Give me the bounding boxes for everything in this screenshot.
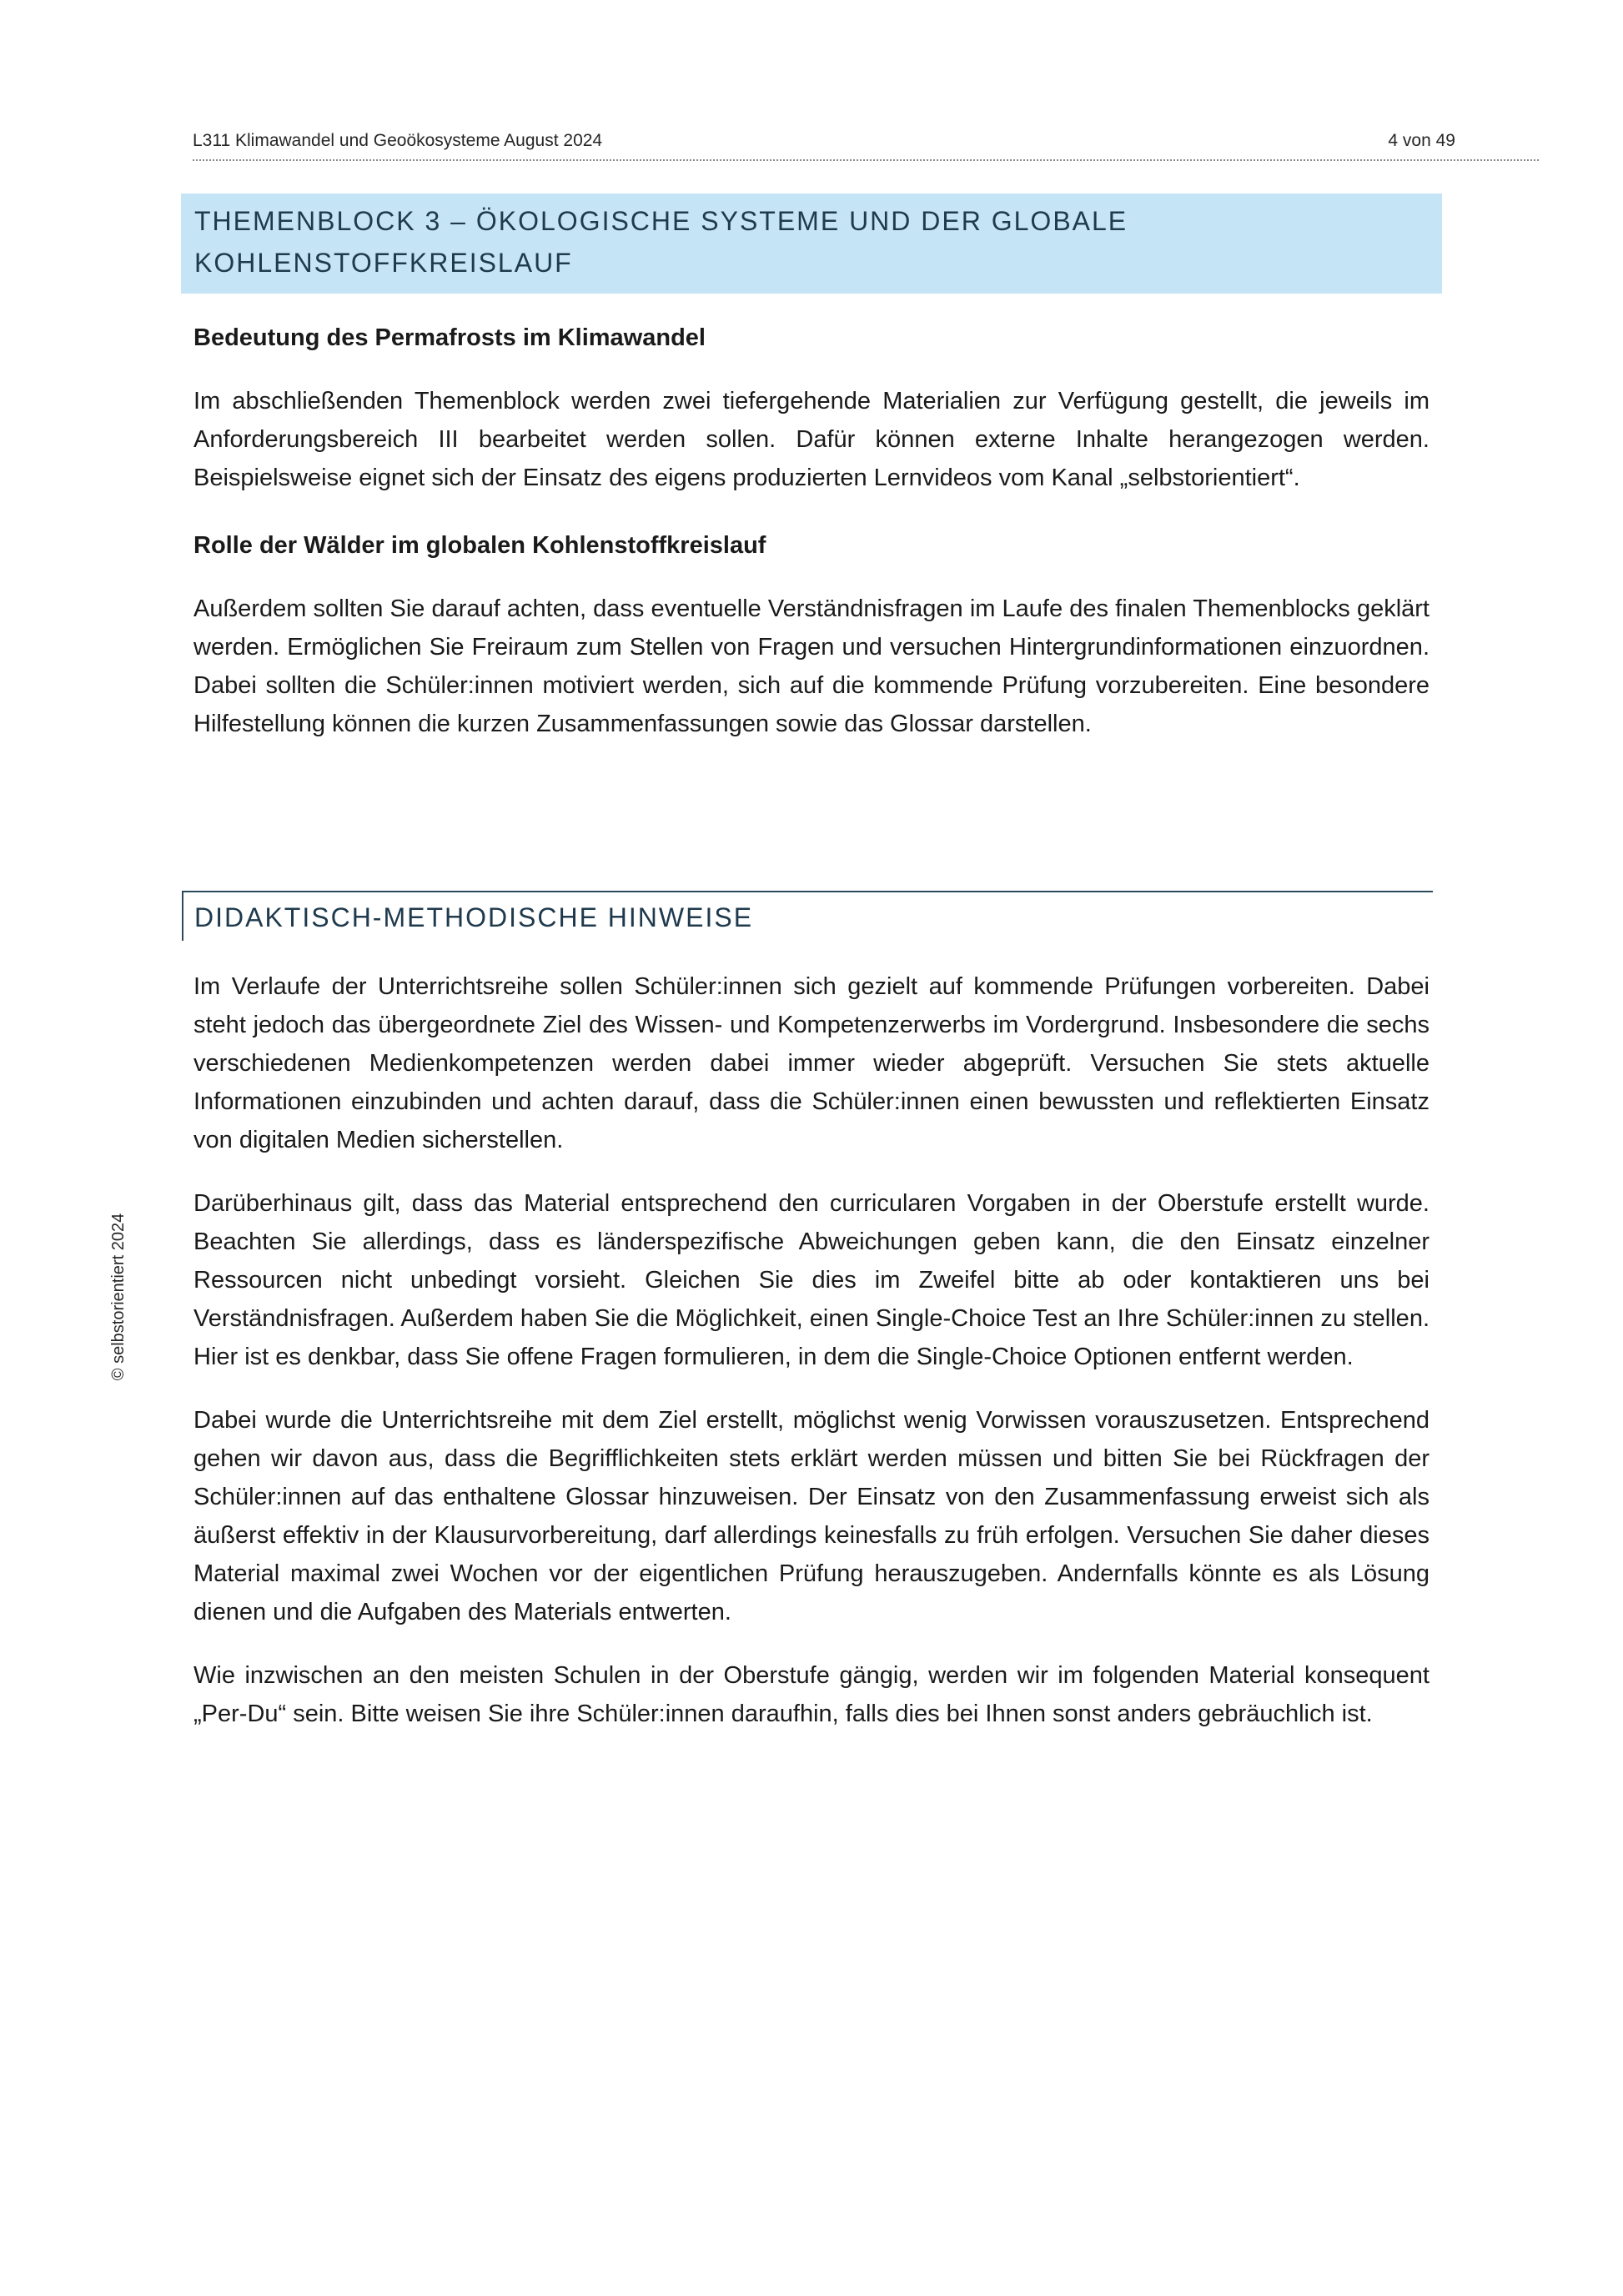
waelder-section [193, 526, 1430, 743]
didaktik-body [193, 967, 1430, 1733]
permafrost-paragraph: Im abschließenden Themenblock werden zwei tiefergehende Materialien zur Verfügung gestellt, die jeweils im Anforderungsbereich III bearbeitet werden sollen. Dafür können externe Inhalte herangezogen werden. Beispielsweise eignet sich der Einsatz des eigens produzierten Lernvideos vom Kanal „selbstorientiert“. [193, 388, 1430, 491]
didaktik-paragraph-3: Dabei wurde die Unterrichtsreihe mit dem Ziel erstellt, möglichst wenig Vorwissen vorauszusetzen. Entsprechend gehen wir davon aus, dass die Begrifflichkeiten stets erklärt werden müssen und bitten Sie bei Rückfragen der Schüler:innen auf das enthaltene Glossar hinzuweisen. Der Einsatz von den Zusammenfassung erweist sich als äußerst effektiv in der Klausurvorbereitung, darf allerdings keinesfalls zu früh erfolgen. Versuchen Sie daher dieses Material maximal zwei Wochen vor der eigentlichen Prüfung herauszugeben. Andernfalls könnte es als Lösung dienen und die Aufgaben des Materials entwerten. [193, 1407, 1430, 1625]
page-header [193, 128, 1539, 161]
didaktik-paragraph-4: Wie inzwischen an den meisten Schulen in der Oberstufe gängig, werden wir im folgenden Material konsequent „Per-Du“ sein. Bitte weisen Sie ihre Schüler:innen daraufhin, falls dies bei Ihnen sonst anders gebräuchlich ist. [193, 1662, 1430, 1727]
permafrost-heading: Bedeutung des Permafrosts im Klimawandel [193, 324, 706, 351]
waelder-paragraph: Außerdem sollten Sie darauf achten, dass eventuelle Verständnisfragen im Laufe des finalen Themenblocks geklärt werden. Ermöglichen Sie Freiraum zum Stellen von Fragen und versuchen Hintergrundinformationen einzuordnen. Dabei sollten die Schüler:innen motiviert werden, sich auf die kommende Prüfung vorzubereiten. Eine besondere Hilfestellung können die kurzen Zusammenfassungen sowie das Glossar darstellen. [193, 595, 1430, 737]
copyright-notice: © selbstorientiert 2024 [109, 1213, 128, 1381]
permafrost-section [193, 319, 1430, 497]
themenblock-banner [181, 193, 1442, 294]
didaktik-paragraph-2: Darüberhinaus gilt, dass das Material entsprechend den curricularen Vorgaben in der Oberstufe erstellt wurde. Beachten Sie allerdings, dass es länderspezifische Abweichungen geben kann, die den Einsatz einzelner Ressourcen nicht unbedingt vorsieht. Gleichen Sie dies im Zweifel bitte ab oder kontaktieren uns bei Verständnisfragen. Außerdem haben Sie die Möglichkeit, einen Single-Choice Test an Ihre Schüler:innen zu stellen. Hier ist es denkbar, dass Sie offene Fragen formulieren, in dem die Single-Choice Optionen entfernt werden. [193, 1190, 1430, 1370]
themenblock-title-line2: KOHLENSTOFFKREISLAUF [194, 248, 573, 278]
didaktik-heading: DIDAKTISCH-METHODISCHE HINWEISE [182, 891, 1433, 941]
waelder-heading: Rolle der Wälder im globalen Kohlenstoffkreislauf [193, 532, 766, 559]
themenblock-title-line1: THEMENBLOCK 3 – ÖKOLOGISCHE SYSTEME UND DER GLOBALE [194, 206, 1128, 236]
document-title: L311 Klimawandel und Geoökosysteme August 2024 [193, 131, 603, 150]
didaktik-paragraph-1: Im Verlaufe der Unterrichtsreihe sollen Schüler:innen sich gezielt auf kommende Prüfungen vorbereiten. Dabei steht jedoch das übergeordnete Ziel des Wissen- und Kompetenzerwerbs im Vordergrund. Insbesondere die sechs verschiedenen Medienkompetenzen werden dabei immer wieder abgeprüft. Versuchen Sie stets aktuelle Informationen einzubinden und achten darauf, dass die Schüler:innen einen bewussten und reflektierten Einsatz von digitalen Medien sicherstellen. [193, 973, 1430, 1153]
page-number: 4 von 49 [1388, 131, 1455, 150]
